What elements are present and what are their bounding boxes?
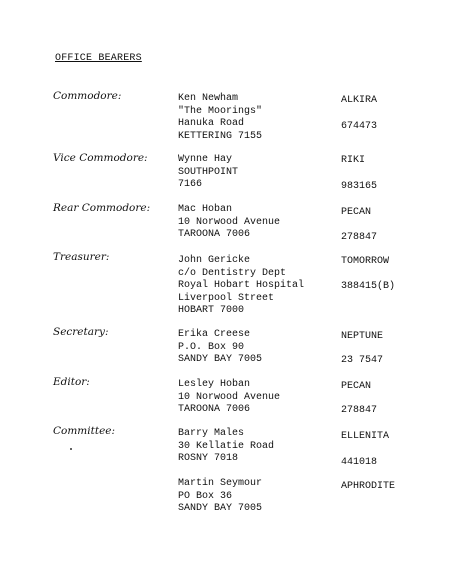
address-rear-commodore xyxy=(178,204,280,242)
address-line: Erika Creese xyxy=(178,329,251,340)
address-committee-1 xyxy=(178,428,274,466)
address-line: SOUTHPOINT xyxy=(178,166,239,178)
address-line: SANDY BAY 7005 xyxy=(178,503,263,515)
address-line: 10 Norwood Avenue xyxy=(178,216,281,228)
address-line: KETTERING 7155 xyxy=(178,130,263,142)
boat-name: ELLENITA xyxy=(341,431,390,442)
role-editor: Editor: xyxy=(53,376,90,388)
address-line: 10 Norwood Avenue xyxy=(178,391,281,403)
address-commodore xyxy=(178,93,262,143)
address-line: "The Moorings" xyxy=(178,105,263,117)
address-line: SANDY BAY 7005 xyxy=(178,354,263,366)
boat-name: APHRODITE xyxy=(341,481,396,492)
address-committee-2 xyxy=(178,478,262,516)
address-vice-commodore xyxy=(178,154,238,192)
boat-name: NEPTUNE xyxy=(341,331,384,342)
phone-number: 388415(B) xyxy=(341,281,396,292)
role-secretary: Secretary: xyxy=(53,326,109,338)
role-committee: Committee: xyxy=(53,425,116,437)
scan-speck xyxy=(70,448,72,450)
phone-number: 278847 xyxy=(341,405,378,416)
role-treasurer: Treasurer: xyxy=(53,251,110,263)
address-line: c/o Dentistry Dept xyxy=(178,267,287,279)
phone-number: 983165 xyxy=(341,181,378,192)
address-line: John Gericke xyxy=(178,255,251,266)
address-secretary xyxy=(178,329,262,367)
role-commodore: Commodore: xyxy=(53,90,122,102)
boat-name: TOMORROW xyxy=(341,256,390,267)
address-line: Royal Hobart Hospital xyxy=(178,280,305,292)
address-line: HOBART 7000 xyxy=(178,305,245,317)
boat-name: PECAN xyxy=(341,207,372,218)
role-rear-commodore: Rear Commodore: xyxy=(53,202,151,214)
address-line: 30 Kellatie Road xyxy=(178,440,275,452)
address-editor xyxy=(178,379,280,417)
role-vice-commodore: Vice Commodore: xyxy=(53,152,148,164)
address-line: 7166 xyxy=(178,179,203,191)
address-line: TAROONA 7006 xyxy=(178,404,251,416)
address-line: Lesley Hoban xyxy=(178,379,251,390)
address-line: P.O. Box 90 xyxy=(178,341,245,353)
address-line: ROSNY 7018 xyxy=(178,453,239,465)
address-line: Mac Hoban xyxy=(178,204,233,215)
phone-number: 278847 xyxy=(341,232,378,243)
phone-number: 674473 xyxy=(341,121,378,132)
address-line: TAROONA 7006 xyxy=(178,229,251,241)
phone-number: 23 7547 xyxy=(341,355,384,366)
address-line: Martin Seymour xyxy=(178,478,263,489)
address-line: Hanuka Road xyxy=(178,118,245,130)
phone-number: 441018 xyxy=(341,457,378,468)
address-line: Ken Newham xyxy=(178,93,239,104)
boat-name: PECAN xyxy=(341,381,372,392)
address-line: Wynne Hay xyxy=(178,154,233,165)
page-title: OFFICE BEARERS xyxy=(55,53,142,64)
address-line: PO Box 36 xyxy=(178,490,233,502)
boat-name: RIKI xyxy=(341,155,366,166)
address-line: Barry Males xyxy=(178,428,245,439)
address-line: Liverpool Street xyxy=(178,292,275,304)
boat-name: ALKIRA xyxy=(341,95,378,106)
address-treasurer xyxy=(178,255,304,318)
